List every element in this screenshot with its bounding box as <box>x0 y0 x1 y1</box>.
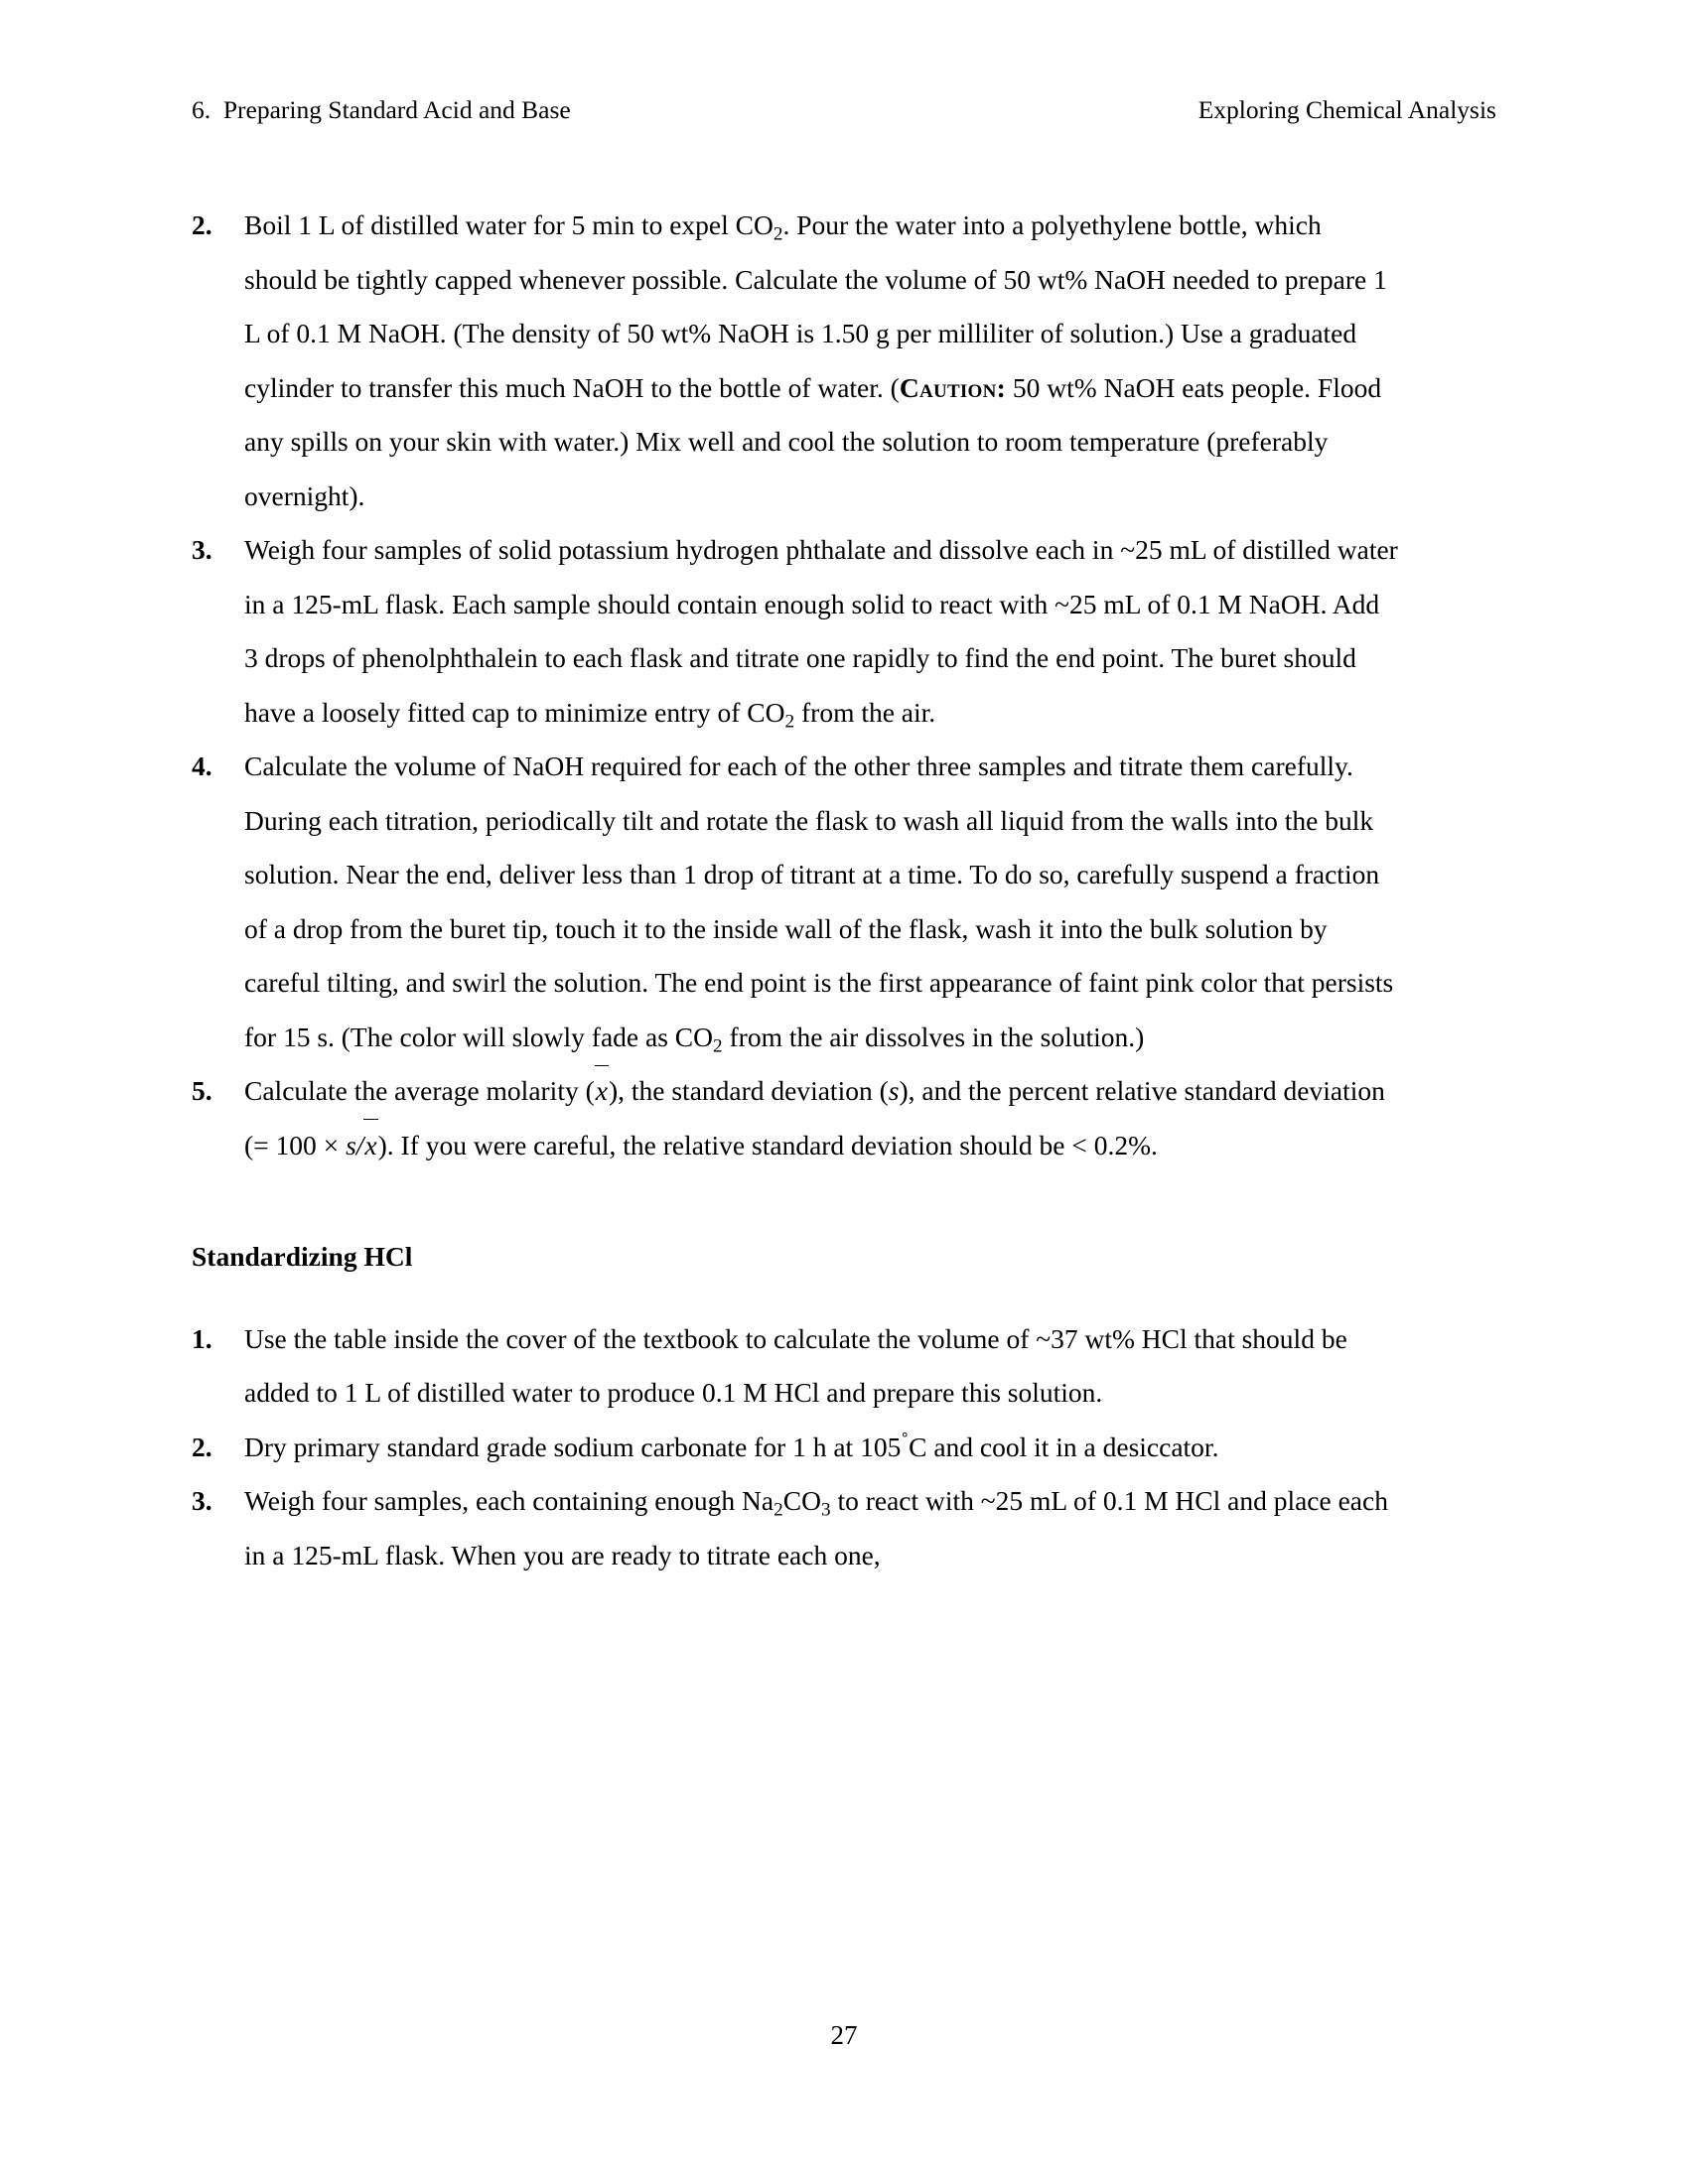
list-item-text <box>244 740 1398 1064</box>
page-number: 27 <box>830 2020 858 2050</box>
list-item <box>192 1474 1398 1582</box>
list-item-marker: 5. <box>192 1075 212 1106</box>
subscript-2: 2 <box>713 1034 723 1056</box>
list-item-marker: 3. <box>192 1485 212 1516</box>
running-head-left: 6. Preparing Standard Acid and Base <box>192 95 571 124</box>
s-symbol: s <box>888 1075 900 1106</box>
running-head-right: Exploring Chemical Analysis <box>1197 95 1496 124</box>
text-run: Weigh four samples, each containing enough Na <box>244 1485 774 1516</box>
list-item-text <box>244 1421 1398 1475</box>
subscript-2: 2 <box>774 1499 783 1521</box>
text-run: C and cool it in a desiccator. <box>909 1431 1219 1462</box>
text-run: to react with ~25 mL of 0.1 M HCl and place each in a 125-mL flask. When you are ready to titrate each one, <box>244 1485 1388 1570</box>
text-run: from the air dissolves in the solution.) <box>722 1021 1145 1052</box>
list-item <box>192 1421 1398 1475</box>
list-item <box>192 523 1398 740</box>
subscript-2: 2 <box>773 223 783 245</box>
list-item-text: Use the table inside the cover of the textbook to calculate the volume of ~37 wt% HCl that should be added to 1 L of distilled water to produce 0.1 M HCl and prepare this solution. <box>244 1322 1347 1408</box>
text-run: Weigh four samples of solid potassium hydrogen phthalate and dissolve each in ~25 mL of distilled water in a 125-mL flask. Each sample should contain enough solid to react with ~25 mL of 0.1 M NaOH. Add 3 drops of phenolphthalein to each flask and titrate one rapidly to find the end point. The buret should have a loosely fitted cap to minimize entry of CO <box>244 534 1398 728</box>
list-item-text <box>244 523 1398 740</box>
x-bar-symbol: x <box>363 1119 377 1173</box>
text-run: ), the standard deviation ( <box>608 1075 889 1106</box>
list-item-text <box>244 1064 1398 1172</box>
text-run: Boil 1 L of distilled water for 5 min to expel CO <box>244 209 774 240</box>
subscript-3: 3 <box>820 1499 831 1521</box>
x-bar-symbol: x <box>595 1064 609 1119</box>
list-item-marker: 2. <box>192 209 212 240</box>
text-run: Calculate the volume of NaOH required for each of the other three samples and titrate them carefully. During each titration, periodically tilt and rotate the flask to wash all liquid from the walls into the bulk solution. Near the end, deliver less than 1 drop of titrant at a time. To do so, carefully suspend a fraction of a drop from the buret tip, touch it to the inside wall of the flask, wash it into the bulk solution by careful tilting, and swirl the solution. The end point is the first appearance of faint pink color that persists for 15 s. (The color will slowly fade as CO <box>244 751 1394 1052</box>
hcl-procedure-list <box>192 1312 1398 1583</box>
text-run: . Pour the water into a polyethylene bottle, which should be tightly capped whenever possible. Calculate the volume of 50 wt% NaOH needed to prepare 1 L of 0.1 M NaOH. (The density of 50 wt% NaOH is 1.50 g per milliliter of solution.) Use a graduated cylinder to transfer this much NaOH to the bottle of water. ( <box>244 209 1387 403</box>
list-item-text <box>244 199 1398 523</box>
list-item <box>192 740 1398 1064</box>
list-item <box>192 1312 1398 1421</box>
text-run: Dry primary standard grade sodium carbonate for 1 h at 105 <box>244 1431 902 1462</box>
section-heading-standardizing-hcl: Standardizing HCl <box>192 1241 413 1272</box>
list-item-marker: 4. <box>192 751 212 781</box>
text-run: 50 wt% NaOH eats people. Flood any spills on your skin with water.) Mix well and cool the solution to room temperature (preferably overnight). <box>244 371 1382 511</box>
caution-label: Caution: <box>899 371 1007 403</box>
list-item-text <box>244 1474 1398 1582</box>
list-item-marker: 3. <box>192 534 212 565</box>
page-content <box>192 199 1398 1582</box>
naoh-procedure-list <box>192 199 1398 1172</box>
fraction-slash: / <box>355 1129 364 1160</box>
text-run: from the air. <box>794 696 936 728</box>
running-head <box>192 95 1496 126</box>
text-run: CO <box>782 1485 821 1516</box>
text-run: ). If you were careful, the relative standard deviation should be < 0.2%. <box>377 1129 1158 1160</box>
subscript-2: 2 <box>784 710 795 732</box>
degree-symbol: ˚ <box>901 1429 910 1455</box>
list-item <box>192 1064 1398 1172</box>
list-item-marker: 2. <box>192 1431 212 1462</box>
s-symbol: s <box>346 1129 356 1160</box>
list-item-marker: 1. <box>192 1322 212 1354</box>
list-item <box>192 199 1398 523</box>
text-run: Calculate the average molarity ( <box>244 1075 595 1106</box>
text-run: ), and the percent relative standard deviation (= 100 × <box>244 1075 1385 1160</box>
